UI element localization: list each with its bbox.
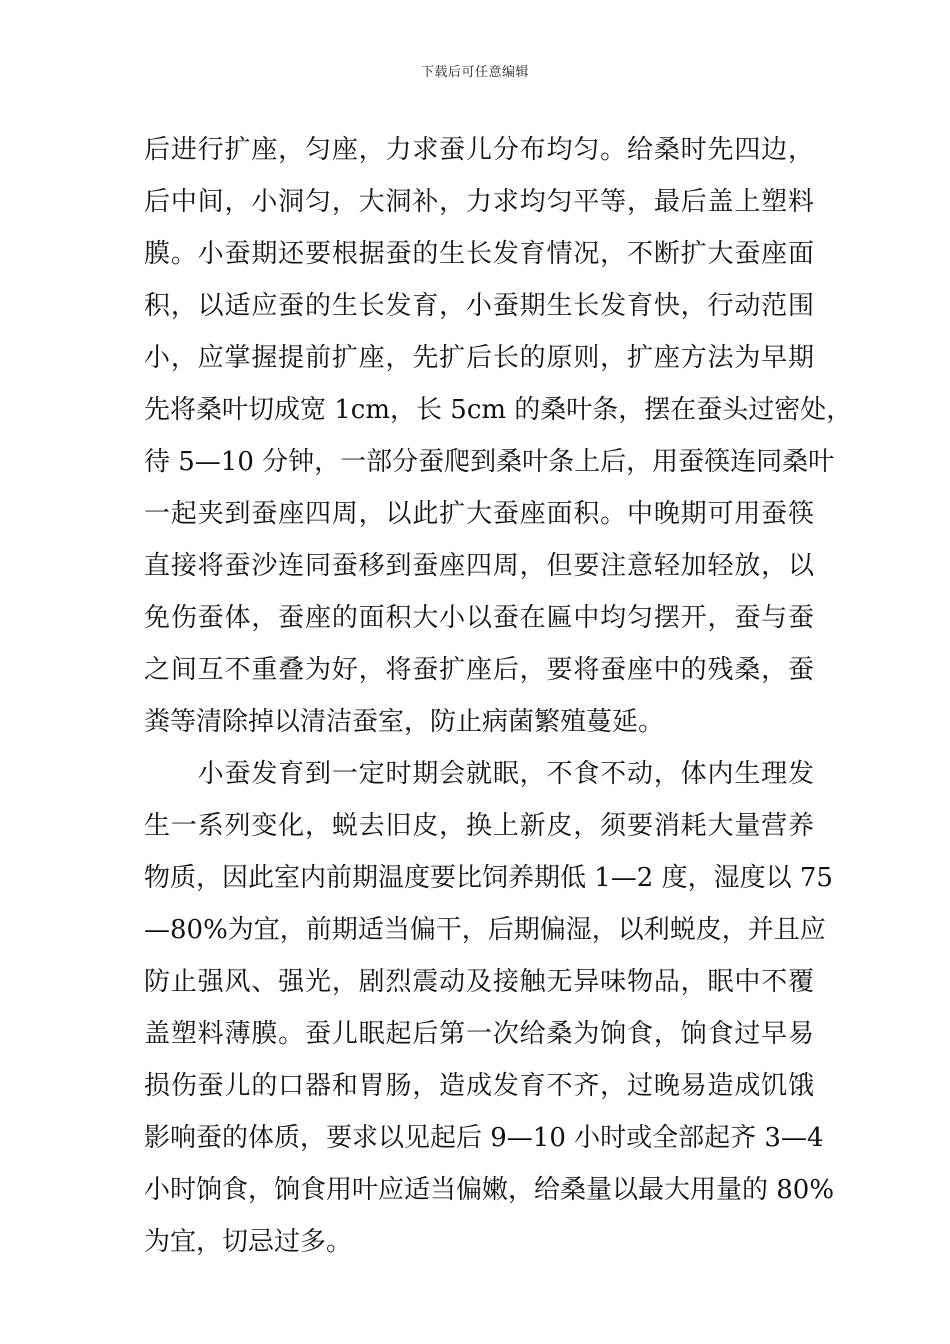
- paragraph-line: 后进行扩座，匀座，力求蚕儿分布均匀。给桑时先四边，: [144, 135, 814, 165]
- paragraph-line: 为宜，切忌过多。: [144, 1227, 353, 1257]
- paragraph-line: 小蚕发育到一定时期会就眠，不食不动，体内生理发: [144, 759, 814, 789]
- paragraph-1: [144, 124, 853, 748]
- paragraph-line: 免伤蚕体，蚕座的面积大小以蚕在匾中均匀摆开，蚕与蚕: [144, 603, 814, 633]
- paragraph-line: 粪等清除掉以清洁蚕室，防止病菌繁殖蔓延。: [144, 707, 665, 737]
- paragraph-line: 损伤蚕儿的口器和胃肠，造成发育不齐，过晚易造成饥饿: [144, 1071, 814, 1101]
- paragraph-line: 防止强风、强光，剧烈震动及接触无异味物品，眠中不覆: [144, 967, 814, 997]
- paragraph-line: 之间互不重叠为好，将蚕扩座后，要将蚕座中的残桑，蚕: [144, 655, 814, 685]
- paragraph-line: 直接将蚕沙连同蚕移到蚕座四周，但要注意轻加轻放，以: [144, 551, 814, 581]
- paragraph-line: 生一系列变化，蜕去旧皮，换上新皮，须要消耗大量营养: [144, 811, 814, 841]
- paragraph-line: 后中间，小洞匀，大洞补，力求均匀平等，最后盖上塑料: [144, 187, 814, 217]
- paragraph-line: 待 5—10 分钟，一部分蚕爬到桑叶条上后，用蚕筷连同桑叶: [144, 447, 835, 477]
- paragraph-line: —80%为宜，前期适当偏干，后期偏湿，以利蜕皮，并且应: [144, 915, 826, 945]
- paragraph-line: 小时饷食，饷食用叶应适当偏嫩，给桑量以最大用量的 80%: [144, 1175, 835, 1205]
- paragraph-line: 盖塑料薄膜。蚕儿眠起后第一次给桑为饷食，饷食过早易: [144, 1019, 814, 1049]
- paragraph-line: 先将桑叶切成宽 1cm，长 5cm 的桑叶条，摆在蚕头过密处，: [144, 395, 853, 425]
- paragraph-line: 积，以适应蚕的生长发育，小蚕期生长发育快，行动范围: [144, 291, 814, 321]
- paragraph-line: 物质，因此室内前期温度要比饲养期低 1—2 度，湿度以 75: [144, 863, 833, 893]
- document-body: [144, 124, 853, 1268]
- paragraph-line: 小，应掌握提前扩座，先扩后长的原则，扩座方法为早期: [144, 343, 814, 373]
- page-header: 下载后可任意编辑: [420, 65, 529, 80]
- paragraph-line: 影响蚕的体质，要求以见起后 9—10 小时或全部起齐 3—4: [144, 1123, 824, 1153]
- paragraph-2: [144, 748, 835, 1268]
- paragraph-line: 一起夹到蚕座四周，以此扩大蚕座面积。中晚期可用蚕筷: [144, 499, 814, 529]
- paragraph-line: 膜。小蚕期还要根据蚕的生长发育情况，不断扩大蚕座面: [144, 239, 814, 269]
